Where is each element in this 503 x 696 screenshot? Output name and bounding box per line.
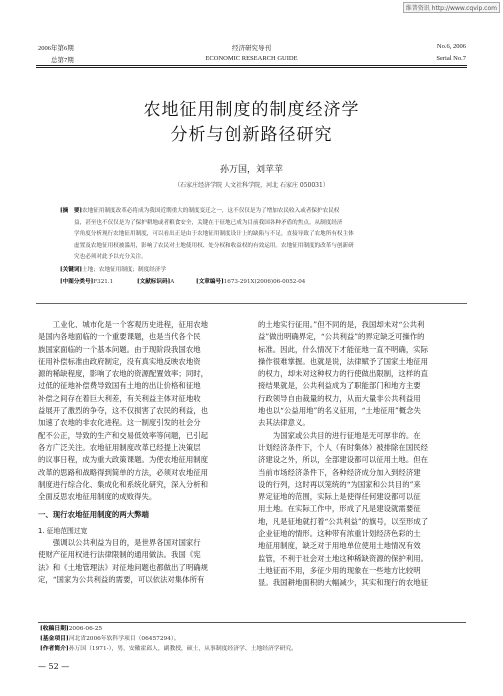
body-line: 设的行列，这时再以笼统的“为国家和公共目的”来 bbox=[258, 479, 421, 489]
body-line: 济建设之外，所以，全部建设都可以征用土地。但在 bbox=[258, 455, 428, 465]
body-line: 益”做出明确界定，“公共利益”的界定缺乏可操作的 bbox=[258, 332, 425, 342]
body-line: 用土地。在实际工作中，形成了凡是建设就需要征 bbox=[258, 504, 421, 514]
header-rule-thin bbox=[36, 67, 467, 68]
clc-value: F321.1 bbox=[93, 278, 114, 285]
article-authors: 孙万国，刘苹苹 bbox=[219, 165, 283, 175]
body-line: 地，凡是征地就打着“公共利益”的旗号，以至形成了 bbox=[258, 516, 429, 526]
abstract-line: 益，甚至也不仅仅是为了保护耕地或者粮食安全，关键在于征地已成为目前我国各种矛盾的焦点。从制度经济 bbox=[74, 219, 343, 226]
body-line: 接结果就是，公共利益成为了职能部门和地方主要 bbox=[258, 381, 421, 391]
body-line: 加速了农地的非农化进程。这一制度引发的社会分 bbox=[38, 418, 201, 428]
received-label: [收稿日期] bbox=[40, 626, 69, 632]
received-line bbox=[40, 624, 465, 634]
article-no-value: 1673-291X(2006)06-0052-04 bbox=[223, 278, 306, 285]
subsection-heading: 1. 征地范围过宽 bbox=[38, 526, 88, 535]
body-line: 界定征地的范围，实际上是使得任何建设都可以征 bbox=[258, 492, 421, 502]
abstract-line: 究也必须对此予以充分关注。 bbox=[74, 254, 147, 261]
body-line: 各方广泛关注。农地征用制度改革已经提上决策层 bbox=[38, 442, 201, 452]
fund-value: 河北省2006年软科学项目（06457294）。 bbox=[68, 636, 180, 642]
footnote-rule bbox=[38, 622, 466, 623]
doc-code-value: A bbox=[170, 278, 175, 285]
body-line: 监管，不利于社会对土地这种稀缺资源的保护利用。 bbox=[258, 553, 428, 563]
abstract-rule bbox=[36, 303, 467, 304]
body-line: 征用补偿标准由政府制定，没有真实地反映农地资 bbox=[38, 356, 201, 366]
fund-label: [基金项目] bbox=[40, 636, 69, 642]
footnotes bbox=[40, 624, 465, 654]
body-line: 地征用制度，缺乏对于用地单位使用土地情况有效 bbox=[258, 541, 421, 551]
article-title-line1: 农地征用制度的制度经济学 bbox=[143, 100, 360, 120]
body-line: 标准。因此，什么情况下才能征地一直不明确，实际 bbox=[258, 344, 428, 354]
body-line: 族国家面临的一个基本问题。由于现阶段我国农地 bbox=[38, 344, 201, 354]
body-line: 定，“国家为公共利益的需要，可以依法对集体所有 bbox=[38, 574, 205, 584]
header-number-en: No.6, 2006 bbox=[436, 43, 466, 50]
header-rule bbox=[36, 65, 467, 66]
received-value: 2006-06-25 bbox=[68, 626, 103, 632]
section-heading: 一、现行农地征用制度的两大弊端 bbox=[38, 510, 149, 520]
body-line: 制度进行综合化、集成化和系统化研究，深入分析和 bbox=[38, 479, 208, 489]
body-line: 去其法律意义。 bbox=[258, 418, 310, 428]
header-journal-cn: 经济研究导刊 bbox=[232, 45, 271, 52]
doc-code-label: [文献标识码] bbox=[136, 278, 171, 285]
clc-label: [中图分类号] bbox=[60, 278, 94, 285]
body-line: 益展开了激烈的争夺，这不仅损害了农民的利益，也 bbox=[38, 406, 208, 416]
header-issue: 2006年第6期 bbox=[38, 45, 74, 52]
header-serial-cn: 总第7期 bbox=[51, 57, 74, 64]
body-line: 全面反思农地征用制度的成败得失。 bbox=[38, 492, 157, 502]
left-column bbox=[38, 319, 244, 586]
keywords-text: 土地；农地征用制度；制度经济学 bbox=[82, 266, 166, 273]
abstract-block bbox=[60, 206, 450, 288]
body-line: 企业征地的情形。这种带有浓重计划经济色彩的土 bbox=[258, 529, 421, 539]
header-journal-en: ECONOMIC RESEARCH GUIDE bbox=[205, 55, 298, 62]
abstract-line: 虚置及农地征用权被滥用，影响了农民对土地使用权、处分权和收益权的有效运用。农地征用制度的改革与创新研 bbox=[74, 242, 354, 249]
body-line: 为国家或公共目的进行征地是无可厚非的。在 bbox=[272, 430, 421, 440]
fund-line bbox=[40, 634, 465, 644]
source-watermark: 维普资讯 http://www.cqvip.com bbox=[403, 2, 500, 13]
abstract-text: 农地征用制度改革必将成为我国近期重大的制度变迁之一，这不仅仅是为了增加农民收入或者保护农民权 bbox=[82, 208, 340, 214]
body-line: 是国内各地面临的一个重要课题，也是当代各个民 bbox=[38, 332, 201, 342]
article-title-line2: 分析与创新路径研究 bbox=[170, 125, 333, 145]
article-no-label: [文章编号] bbox=[196, 278, 224, 285]
body-line: 计划经济条件下，个人（有时集体）被排除在国民经 bbox=[258, 442, 428, 452]
header-serial-en: Serial No.7 bbox=[436, 55, 466, 62]
abstract-label: [摘 要] bbox=[60, 208, 83, 214]
body-line: 改革的思路和战略得到简单的方法，必须对农地征用 bbox=[38, 467, 208, 477]
body-line: 当前市场经济条件下，各种经济成分加入到经济建 bbox=[258, 467, 421, 477]
body-line: 补偿之间存在着巨大利差，有关利益主体对征地收 bbox=[38, 393, 201, 403]
body-line: 法》和《土地管理法》对征地问题也都做出了明确规 bbox=[38, 562, 208, 572]
author-bio-value: 孙万国（1971-），男，安徽霍邱人，副教授，硕士，从事制度经济学、土地经济学研究。 bbox=[68, 646, 297, 652]
body-line: 源的稀缺程度，影响了农地的资源配置效率；同时， bbox=[38, 369, 208, 379]
article-affiliation: （石家庄经济学院 人文社科学院，河北 石家庄 050031） bbox=[174, 182, 329, 189]
body-line: 的议事日程，成为重大政策课题。为使农地征用制度 bbox=[38, 455, 208, 465]
body-line: 工业化、城市化是一个客观历史进程，征用农地 bbox=[52, 320, 209, 329]
page-number: — 52 — bbox=[38, 662, 70, 671]
body-line: 过低的征地补偿费导致国有土地的出让价格和征地 bbox=[38, 381, 201, 391]
abstract-line bbox=[60, 206, 450, 218]
body-line: 的权力，却未对这种权力的行使做出限制，这样的直 bbox=[258, 369, 428, 379]
body-line: 强调以公共利益为目的，是世界各国对国家行 bbox=[52, 538, 201, 548]
author-bio-line bbox=[40, 644, 465, 654]
author-bio-label: [作者简介] bbox=[40, 646, 69, 652]
body-line: 操作很难掌握。也就是说，法律赋予了国家土地征用 bbox=[258, 356, 428, 366]
keywords-line bbox=[60, 265, 450, 277]
keywords-label: [关键词] bbox=[60, 266, 83, 273]
abstract-line: 学角度分析现行农地征用制度，可以看出正是由于农地征用制度设计上的缺陷与不足，直接导致了农地所有权主体 bbox=[74, 231, 354, 238]
classification-line bbox=[60, 277, 450, 289]
body-line: 的土地实行征用。”但不同的是，我国却未对“公共利 bbox=[258, 320, 425, 329]
body-line: 土地征而不用，多征少用的现象在一些地方比较明 bbox=[258, 565, 421, 575]
body-line: 地也以“公益用地”的名义征用，“土地征用”概念失 bbox=[258, 406, 421, 416]
body-line: 显。我国耕地面积的大幅减少，其实和现行的农地征 bbox=[258, 578, 428, 588]
right-column bbox=[258, 319, 466, 590]
body-line: 配不公正，导致的生产和交易低效率等问题，已引起 bbox=[38, 430, 208, 440]
body-line: 使财产征用权进行法律限制的通用做法。我国《宪 bbox=[38, 550, 201, 560]
body-line: 行政领导自由裁量的权力，从而大量非公共利益用 bbox=[258, 393, 421, 403]
